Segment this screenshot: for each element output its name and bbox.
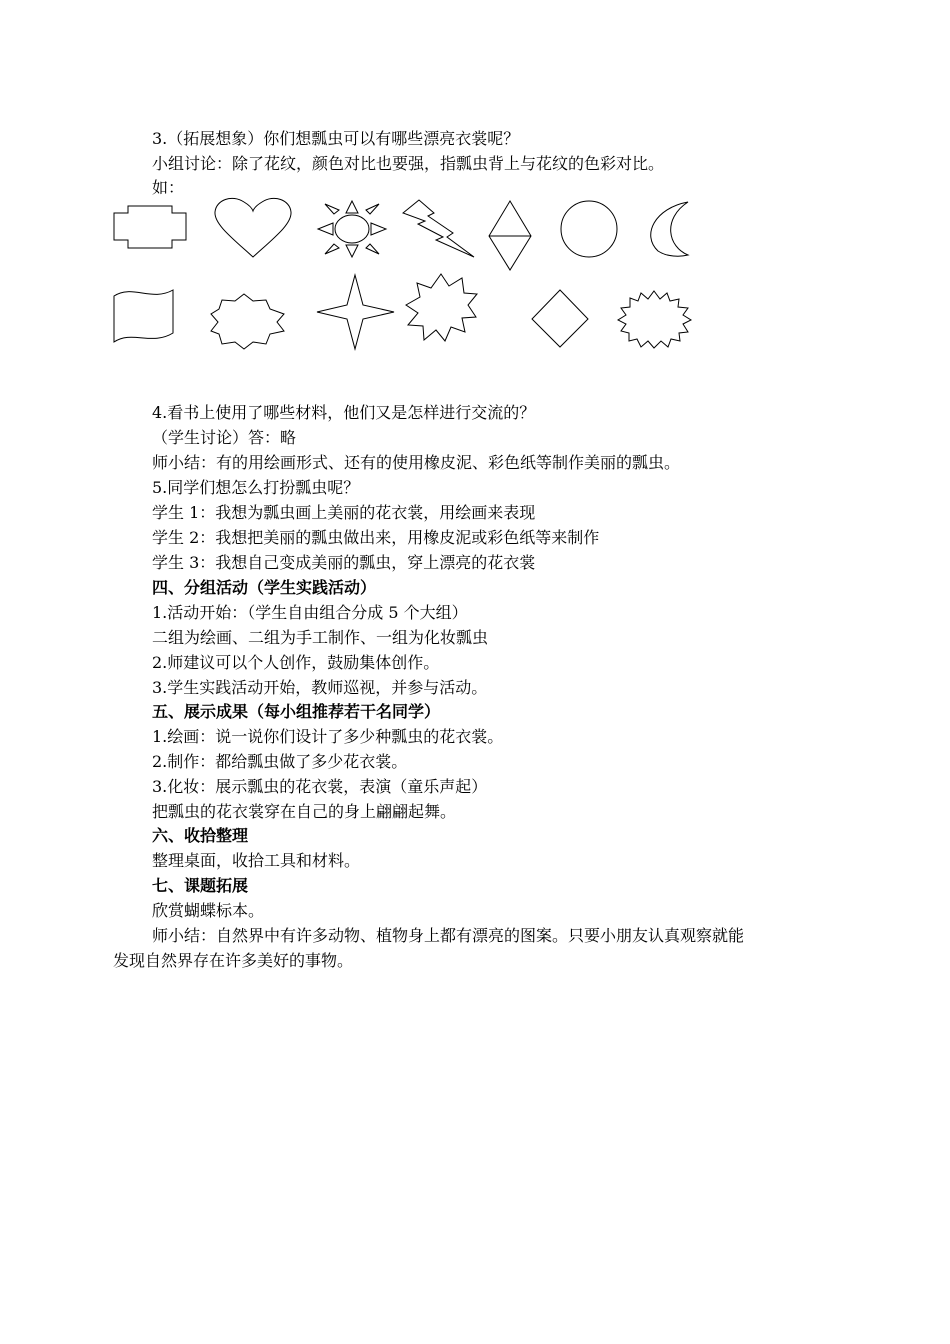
- section-heading: 四、分组活动（学生实践活动）: [152, 578, 377, 597]
- text-line: 1.绘画：说一说你们设计了多少种瓢虫的花衣裳。: [152, 727, 504, 746]
- text-line: 欣赏蝴蝶标本。: [152, 901, 265, 920]
- crescent-moon-shape-icon: [651, 202, 688, 256]
- text-line: 1.活动开始：（学生自由组合分成 5 个大组）: [152, 603, 468, 622]
- section-heading: 六、收拾整理: [152, 826, 249, 845]
- text-line: （学生讨论）答：略: [152, 428, 297, 447]
- text-line: 3.化妆：展示瓢虫的花衣裳，表演（童乐声起）: [152, 777, 488, 796]
- text-line: 师小结：自然界中有许多动物、植物身上都有漂亮的图案。只要小朋友认真观察就能: [152, 926, 745, 945]
- text-line: 师小结：有的用绘画形式、还有的使用橡皮泥、彩色纸等制作美丽的瓢虫。: [152, 453, 681, 472]
- heart-shape-icon: [215, 198, 291, 257]
- text-line: 2.师建议可以个人创作，鼓励集体创作。: [152, 653, 440, 672]
- shape-examples: [0, 0, 950, 400]
- cross-shape-icon: [114, 206, 186, 248]
- burst-shape-icon: [406, 274, 477, 341]
- text-line: 学生 1：我想为瓢虫画上美丽的花衣裳，用绘画来表现: [152, 503, 536, 522]
- text-line: 2.制作：都给瓢虫做了多少花衣裳。: [152, 752, 408, 771]
- diamond-shape-icon: [532, 290, 588, 347]
- text-line: 如：: [152, 178, 185, 197]
- text-line: 3.（拓展想象）你们想瓢虫可以有哪些漂亮衣裳呢？: [152, 129, 520, 148]
- text-line: 4.看书上使用了哪些材料，他们又是怎样进行交流的？: [152, 403, 536, 422]
- section-heading: 七、课题拓展: [152, 876, 249, 895]
- text-line: 二组为绘画、二组为手工制作、一组为化妆瓢虫: [152, 628, 489, 647]
- circle-shape-icon: [561, 201, 617, 257]
- text-line: 3.学生实践活动开始，教师巡视，并参与活动。: [152, 678, 488, 697]
- wave-flag-shape-icon: [114, 290, 173, 342]
- seal-burst-shape-icon: [618, 291, 691, 348]
- lightning-shape-icon: [403, 200, 474, 257]
- text-line: 发现自然界存在许多美好的事物。: [113, 951, 354, 970]
- text-line: 整理桌面，收拾工具和材料。: [152, 851, 361, 870]
- text-line: 小组讨论：除了花纹，颜色对比也要强，指瓢虫背上与花纹的色彩对比。: [152, 154, 665, 173]
- octagram-shape-icon: [211, 294, 284, 349]
- text-line: 5.同学们想怎么打扮瓢虫呢？: [152, 478, 360, 497]
- text-line: 学生 3：我想自己变成美丽的瓢虫，穿上漂亮的花衣裳: [152, 553, 536, 572]
- text-line: 把瓢虫的花衣裳穿在自己的身上翩翩起舞。: [152, 802, 457, 821]
- section-heading: 五、展示成果（每小组推荐若干名同学）: [152, 702, 441, 721]
- sun-shape-icon: [318, 201, 386, 257]
- four-point-star-shape-icon: [317, 275, 394, 349]
- text-line: 学生 2：我想把美丽的瓢虫做出来，用橡皮泥或彩色纸等来制作: [152, 528, 600, 547]
